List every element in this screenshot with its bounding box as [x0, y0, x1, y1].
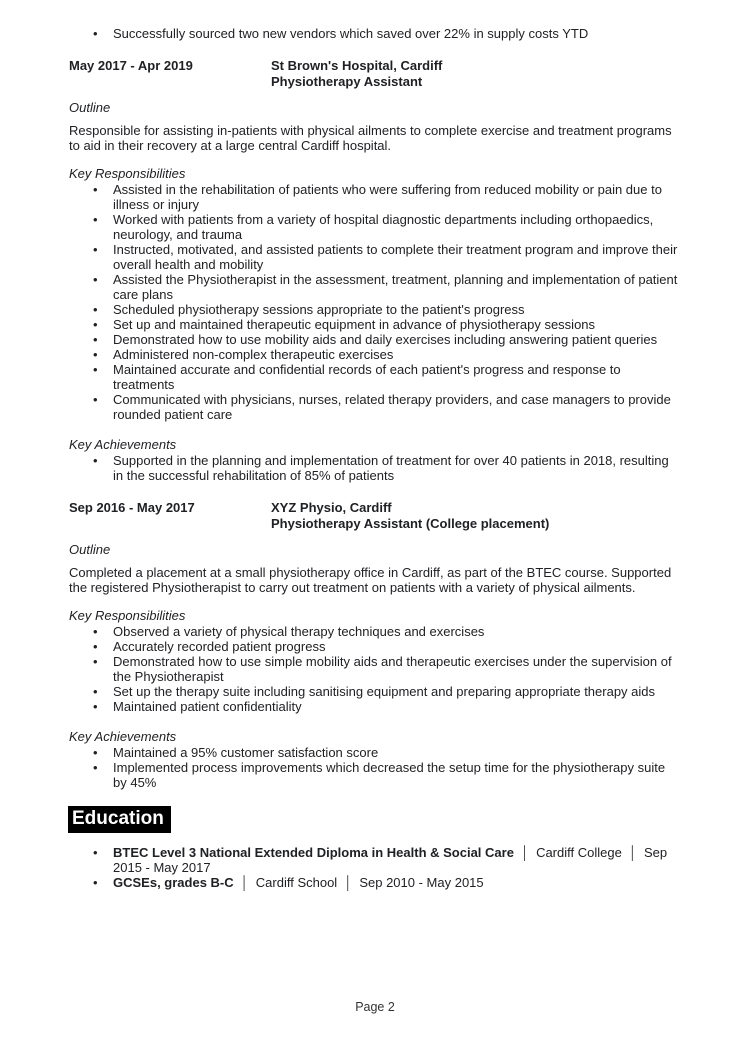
achievements-list [69, 453, 681, 483]
education-section [69, 790, 681, 890]
separator-bar: │ [344, 875, 353, 890]
job-header [69, 58, 681, 89]
education-dates: Sep 2015 - May 2017 [113, 845, 668, 875]
education-item [69, 875, 681, 890]
list-item: • Maintained accurate and confidential records of each patient's progress and response to treatments [69, 362, 681, 392]
job-entry-1 [69, 58, 681, 483]
job-company: XYZ Physio, Cardiff [271, 500, 392, 515]
outline-label: Outline [69, 100, 111, 115]
list-item: • Assisted in the rehabilitation of patients who were suffering from reduced mobility or pain due to illness or injury [69, 182, 681, 212]
list-item: • Instructed, motivated, and assisted patients to complete their treatment program and improve their overall health and mobility [69, 242, 681, 272]
list-item: • Demonstrated how to use simple mobility aids and therapeutic exercises under the supervision of the Physiotherapist [69, 654, 681, 684]
list-item: • Observed a variety of physical therapy techniques and exercises [69, 624, 681, 639]
carryover-bullet-list [69, 26, 681, 41]
achievements-list [69, 745, 681, 790]
education-item [69, 845, 681, 875]
responsibilities-list [69, 624, 681, 714]
education-list [69, 845, 681, 890]
list-item: • Successfully sourced two new vendors which saved over 22% in supply costs YTD [69, 26, 681, 41]
list-item: • Scheduled physiotherapy sessions appropriate to the patient's progress [69, 302, 681, 317]
qualification: BTEC Level 3 National Extended Diploma in Health & Social Care [113, 845, 514, 860]
responsibilities-list [69, 182, 681, 422]
job-title: Physiotherapy Assistant [271, 73, 423, 89]
job-dates: Sep 2016 - May 2017 [69, 500, 195, 515]
page-number: Page 2 [355, 1000, 395, 1014]
list-item: • Communicated with physicians, nurses, related therapy providers, and case managers to provide rounded patient care [69, 392, 681, 422]
qualification: GCSEs, grades B-C [113, 875, 234, 890]
achievements-label: Key Achievements [69, 437, 177, 452]
list-item: • Demonstrated how to use mobility aids and daily exercises including answering patient queries [69, 332, 681, 347]
institution: Cardiff College [536, 845, 622, 860]
list-item: • Accurately recorded patient progress [69, 639, 681, 654]
job-header [69, 500, 681, 531]
job-company: St Brown's Hospital, Cardiff [271, 58, 443, 73]
responsibilities-label: Key Responsibilities [69, 608, 186, 623]
list-item: • Maintained patient confidentiality [69, 699, 681, 714]
list-item: • Maintained a 95% customer satisfaction score [69, 745, 681, 760]
education-dates: Sep 2010 - May 2015 [359, 875, 484, 890]
responsibilities-label: Key Responsibilities [69, 166, 186, 181]
job-title: Physiotherapy Assistant (College placement) [271, 515, 550, 531]
institution: Cardiff School [255, 875, 338, 890]
list-item: • Set up the therapy suite including sanitising equipment and preparing appropriate therapy aids [69, 684, 681, 699]
separator-bar: │ [240, 875, 249, 890]
outline-label: Outline [69, 542, 111, 557]
outline-text: Completed a placement at a small physiotherapy office in Cardiff, as part of the BTEC course. Supported the registered Physiotherapist to carry out treatment on patients with a variety of physical ailments. [69, 565, 672, 595]
achievements-label: Key Achievements [69, 729, 177, 744]
list-item: • Supported in the planning and implementation of treatment for over 40 patients in 2018, resulting in the successful rehabilitation of 85% of patients [69, 453, 681, 483]
list-item: • Worked with patients from a variety of hospital diagnostic departments including orthopaedics, neurology, and trauma [69, 212, 681, 242]
list-item: • Assisted the Physiotherapist in the assessment, treatment, planning and implementation of patient care plans [69, 272, 681, 302]
list-item: • Set up and maintained therapeutic equipment in advance of physiotherapy sessions [69, 317, 681, 332]
education-heading: Education [68, 806, 171, 833]
job-entry-2 [69, 500, 681, 790]
job-org [271, 58, 442, 89]
job-dates: May 2017 - Apr 2019 [69, 58, 193, 73]
job-org [271, 500, 549, 531]
list-item: • Implemented process improvements which decreased the setup time for the physiotherapy suite by 45% [69, 760, 681, 790]
separator-bar: │ [520, 845, 530, 860]
outline-text: Responsible for assisting in-patients with physical ailments to complete exercise and treatment programs to aid in their recovery at a large central Cardiff hospital. [69, 123, 672, 153]
separator-bar: │ [628, 845, 637, 860]
list-item: • Administered non-complex therapeutic exercises [69, 347, 681, 362]
